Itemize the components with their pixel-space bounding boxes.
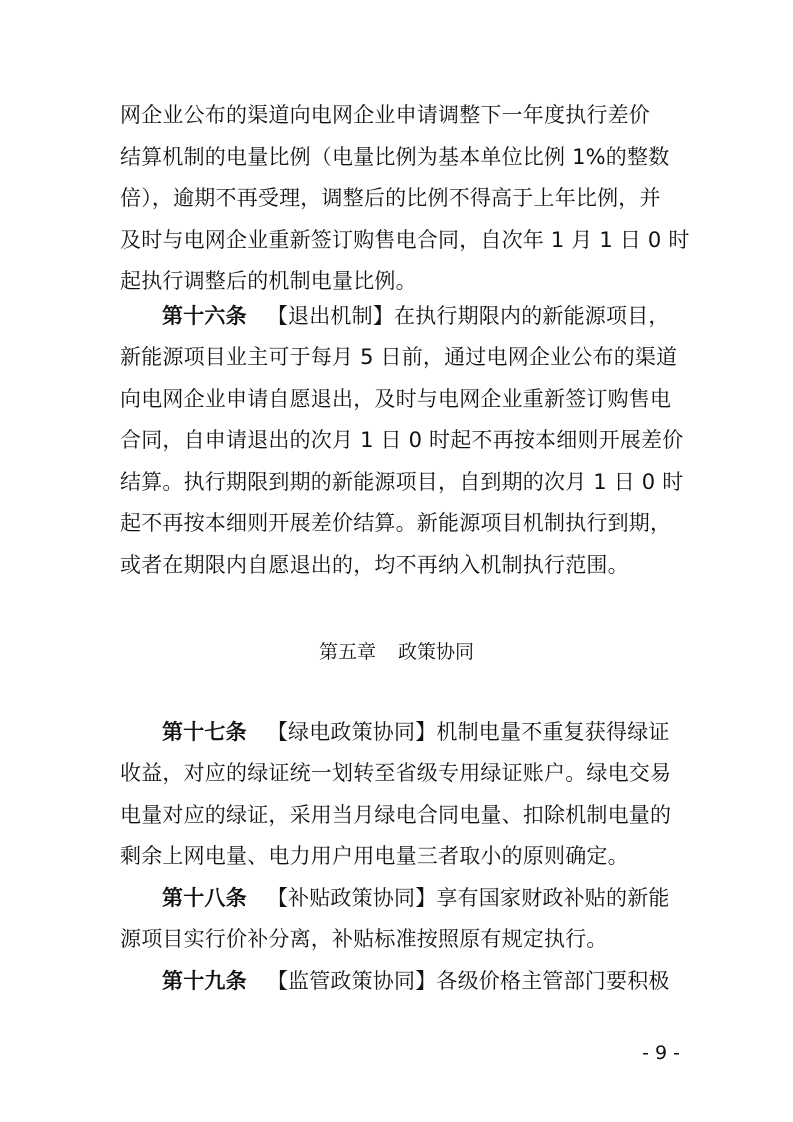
- article-number: 第十九条: [162, 969, 247, 993]
- body-text: 【补贴政策协同】享有国家财政补贴的新能: [266, 886, 670, 910]
- body-text-line: 网企业公布的渠道向电网企业申请调整下一年度执行差价: [120, 103, 650, 127]
- body-text-line: 及时与电网企业重新签订购售电合同，自次年 1 月 1 日 0 时: [120, 228, 690, 252]
- body-text-line: 倍），逾期不再受理，调整后的比例不得高于上年比例，并: [120, 186, 661, 210]
- body-text-line: 剩余上网电量、电力用户用电量三者取小的原则确定。: [120, 844, 629, 868]
- body-text-line: 源项目实行价补分离，补贴标准按照原有规定执行。: [120, 927, 608, 951]
- body-text-line: 向电网企业申请自愿退出，及时与电网企业重新签订购售电: [120, 387, 672, 411]
- chapter-number: 第五章: [318, 641, 376, 663]
- article-17-first-line: [162, 718, 722, 746]
- body-text-line: 起执行调整后的机制电量比例。: [120, 269, 417, 293]
- article-number: 第十八条: [162, 886, 247, 910]
- body-text: 【退出机制】在执行期限内的新能源项目，: [266, 304, 670, 328]
- body-text-line: 起不再按本细则开展差价结算。新能源项目机制执行到期，: [120, 511, 672, 535]
- body-text-line: 结算。执行期限到期的新能源项目，自到期的次月 1 日 0 时: [120, 470, 684, 494]
- body-text: 【绿电政策协同】机制电量不重复获得绿证: [266, 720, 670, 744]
- body-text-line: 收益，对应的绿证统一划转至省级专用绿证账户。绿电交易: [120, 761, 672, 785]
- article-number: 第十六条: [162, 304, 247, 328]
- page-number: - 9 -: [642, 1042, 680, 1064]
- body-text-line: 合同，自申请退出的次月 1 日 0 时起不再按本细则开展差价: [120, 428, 684, 452]
- body-text-line: 新能源项目业主可于每月 5 日前，通过电网企业公布的渠道: [120, 345, 678, 369]
- article-19-first-line: [162, 967, 722, 995]
- body-text-line: 或者在期限内自愿退出的，均不再纳入机制执行范围。: [120, 553, 629, 577]
- chapter-title: 政策协同: [398, 641, 475, 663]
- article-18-first-line: [162, 884, 722, 912]
- body-text-line: 电量对应的绿证，采用当月绿电合同电量、扣除机制电量的: [120, 803, 672, 827]
- chapter-heading: [0, 638, 793, 666]
- body-text: 【监管政策协同】各级价格主管部门要积极: [266, 969, 670, 993]
- body-text-line: 结算机制的电量比例（电量比例为基本单位比例 1%的整数: [120, 145, 670, 169]
- article-16-first-line: [162, 302, 722, 330]
- article-number: 第十七条: [162, 720, 247, 744]
